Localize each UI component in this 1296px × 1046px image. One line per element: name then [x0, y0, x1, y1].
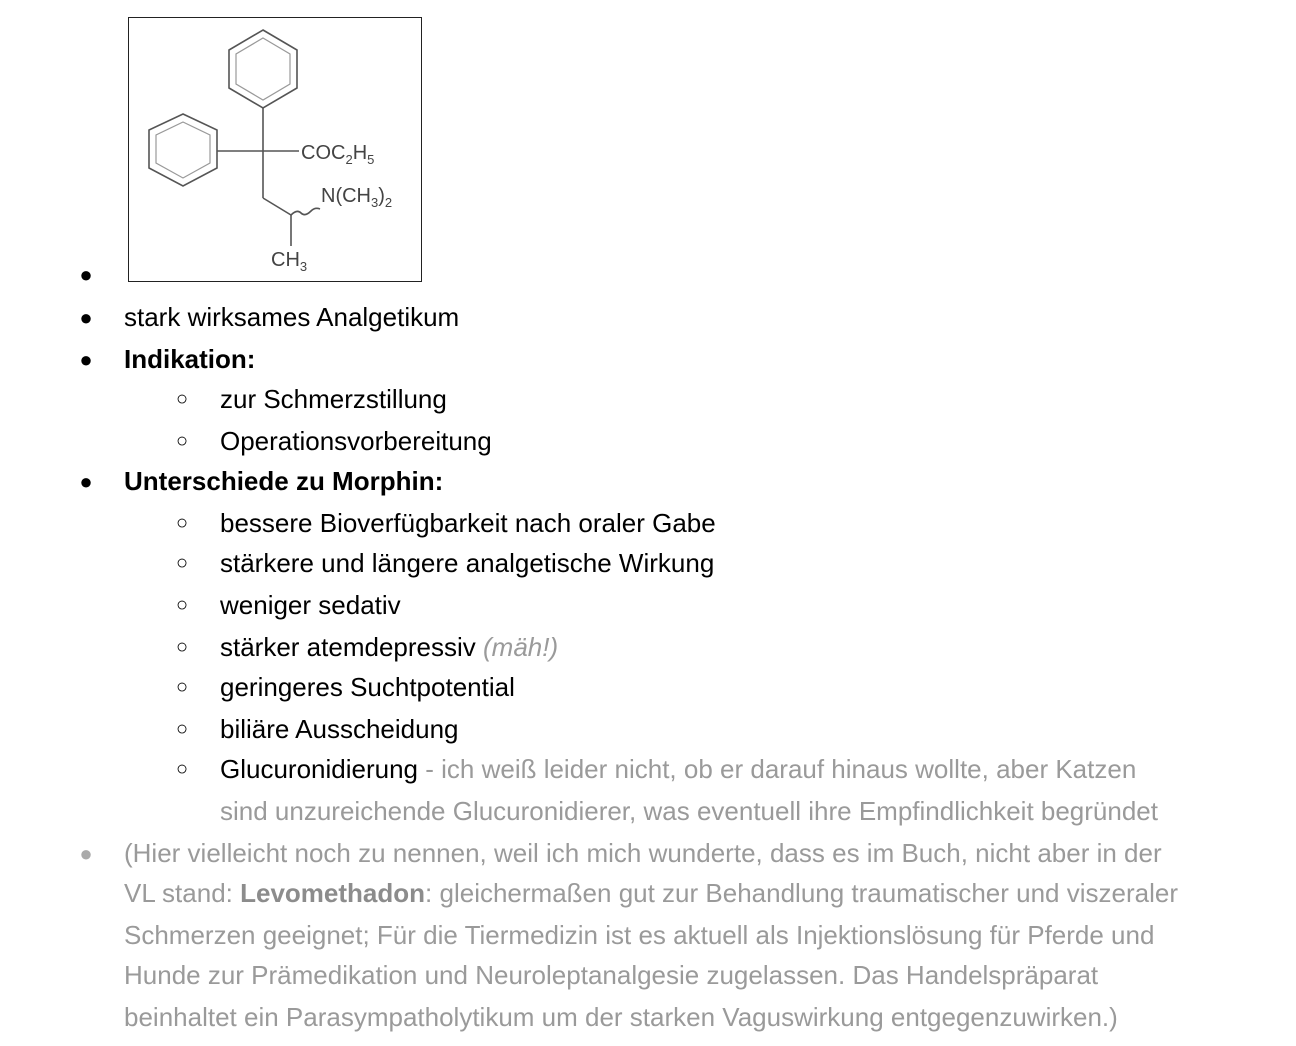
top-benzene-ring	[229, 30, 297, 108]
sub-list-item-main-text: Glucuronidierung	[220, 754, 419, 784]
bullet-icon: ●	[79, 262, 93, 287]
bullet-icon: ●	[79, 841, 93, 866]
hollow-bullet-icon: ○	[175, 552, 189, 574]
list-item-heading: Indikation:	[124, 344, 256, 374]
sub-list-item-main-text: stärker atemdepressiv	[220, 632, 476, 662]
list-item-text: stark wirksames Analgetikum	[124, 302, 460, 332]
left-benzene-ring	[149, 114, 217, 186]
sub-list-item-text: bessere Bioverfügbarkeit nach oraler Gabe	[220, 508, 716, 538]
ch3-label: $CH_3$	[271, 249, 308, 274]
n-dimethyl-label: $N(CH_3)_2$	[321, 185, 393, 210]
note-line-2-prefix: VL stand:	[124, 878, 241, 908]
hollow-bullet-icon: ○	[175, 636, 189, 658]
hollow-bullet-icon: ○	[175, 512, 189, 534]
sub-list-item-text: geringeres Suchtpotential	[220, 672, 515, 702]
comment-note-continuation: sind unzureichende Glucuronidierer, was eventuell ihre Empfindlichkeit begründet	[220, 796, 1158, 826]
sub-list-item-text	[220, 627, 558, 668]
sub-list-item-text	[220, 749, 1136, 790]
list-item-heading: Unterschiede zu Morphin:	[124, 466, 444, 496]
hollow-bullet-icon: ○	[175, 594, 189, 616]
sub-list-item-text: stärkere und längere analgetische Wirkung	[220, 548, 715, 578]
note-line-3: Schmerzen geeignet; Für die Tiermedizin ist es aktuell als Injektionslösung für Pferde und	[124, 920, 1155, 950]
hollow-bullet-icon: ○	[175, 676, 189, 698]
note-line-1: (Hier vielleicht noch zu nennen, weil ich mich wunderte, dass es im Buch, nicht aber in der	[124, 838, 1162, 868]
sub-list-item-text: Operationsvorbereitung	[220, 426, 492, 456]
coc2h5-label: $COC_2H_5$	[301, 142, 375, 167]
note-line-2	[124, 873, 1178, 914]
hollow-bullet-icon: ○	[175, 758, 189, 780]
bullet-icon: ●	[79, 469, 93, 494]
comment-note: (mäh!)	[483, 632, 559, 662]
comment-note: - ich weiß leider nicht, ob er darauf hinaus wollte, aber Katzen	[418, 754, 1137, 784]
sub-list-item-text: zur Schmerzstillung	[220, 384, 447, 414]
levomethadon-term: Levomethadon	[240, 878, 426, 908]
sub-list-item-text: weniger sedativ	[220, 590, 401, 620]
structure-drawing	[129, 18, 423, 283]
bullet-icon: ●	[79, 347, 93, 372]
hollow-bullet-icon: ○	[175, 388, 189, 410]
bullet-icon: ●	[79, 305, 93, 330]
sub-list-item-text: biliäre Ausscheidung	[220, 714, 459, 744]
methadone-structure-image	[128, 17, 422, 282]
note-line-5: beinhaltet ein Parasympatholytikum um der starken Vaguswirkung entgegenzuwirken.)	[124, 1002, 1118, 1032]
note-line-4: Hunde zur Prämedikation und Neuroleptanalgesie zugelassen. Das Handelspräparat	[124, 960, 1099, 990]
hollow-bullet-icon: ○	[175, 718, 189, 740]
hollow-bullet-icon: ○	[175, 430, 189, 452]
note-line-2-suffix: : gleichermaßen gut zur Behandlung traumatischer und viszeraler	[425, 878, 1178, 908]
